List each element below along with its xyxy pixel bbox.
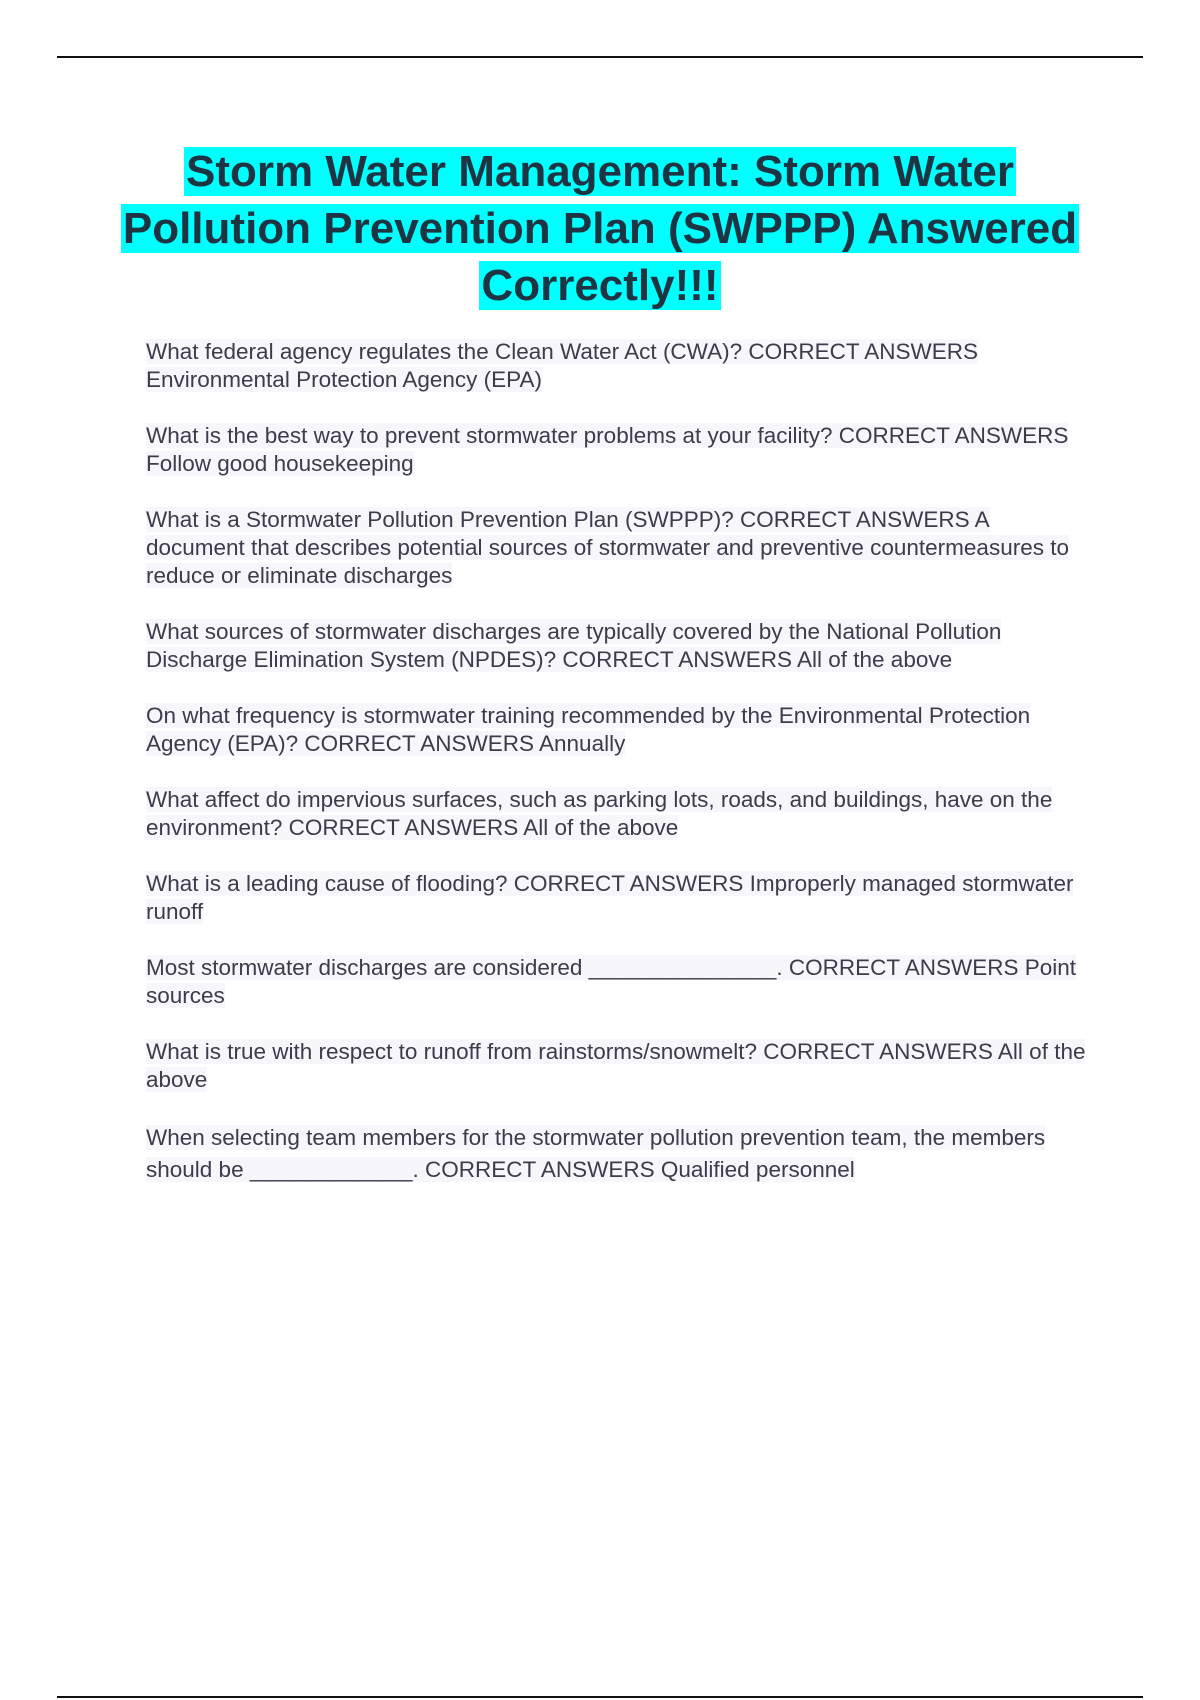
qa-text: On what frequency is stormwater training recommended by the Environmental Protection Agency (EPA)? CORRECT ANSWERS Annually <box>146 703 1031 756</box>
qa-text: What affect do impervious surfaces, such as parking lots, roads, and buildings, have on the environment? CORRECT ANSWERS All of the above <box>146 787 1053 840</box>
bottom-rule <box>57 1696 1143 1698</box>
qa-text: What is a leading cause of flooding? CORRECT ANSWERS Improperly managed stormwater runoff <box>146 871 1074 924</box>
qa-item-2 <box>146 422 1086 478</box>
qa-text: What federal agency regulates the Clean Water Act (CWA)? CORRECT ANSWERS Environmental Protection Agency (EPA) <box>146 339 978 392</box>
qa-item-8 <box>146 954 1086 1010</box>
qa-text: When selecting team members for the stormwater pollution prevention team, the members should be _____________. CORRECT ANSWERS Qualified personnel <box>146 1125 1046 1182</box>
qa-text: Most stormwater discharges are considered _______________. CORRECT ANSWERS Point sources <box>146 955 1077 1008</box>
qa-item-10 <box>146 1122 1086 1186</box>
title-highlight: Storm Water Management: Storm Water Pollution Prevention Plan (SWPPP) Answered Correctly!!! <box>122 147 1078 310</box>
qa-item-9 <box>146 1038 1086 1094</box>
qa-item-5 <box>146 702 1086 758</box>
top-rule <box>57 56 1143 58</box>
qa-item-1 <box>146 338 1086 394</box>
qa-item-7 <box>146 870 1086 926</box>
qa-text: What sources of stormwater discharges are typically covered by the National Pollution Discharge Elimination System (NPDES)? CORRECT ANSWERS All of the above <box>146 619 1002 672</box>
qa-item-4 <box>146 618 1086 674</box>
qa-text: What is a Stormwater Pollution Prevention Plan (SWPPP)? CORRECT ANSWERS A document that describes potential sources of stormwater and preventive countermeasures to reduce or eliminate discharges <box>146 507 1069 588</box>
qa-text: What is true with respect to runoff from rainstorms/snowmelt? CORRECT ANSWERS All of the above <box>146 1039 1086 1092</box>
qa-list <box>146 338 1086 1214</box>
qa-item-3 <box>146 506 1086 590</box>
document-title <box>100 143 1100 314</box>
qa-text: What is the best way to prevent stormwater problems at your facility? CORRECT ANSWERS Follow good housekeeping <box>146 423 1069 476</box>
qa-item-6 <box>146 786 1086 842</box>
